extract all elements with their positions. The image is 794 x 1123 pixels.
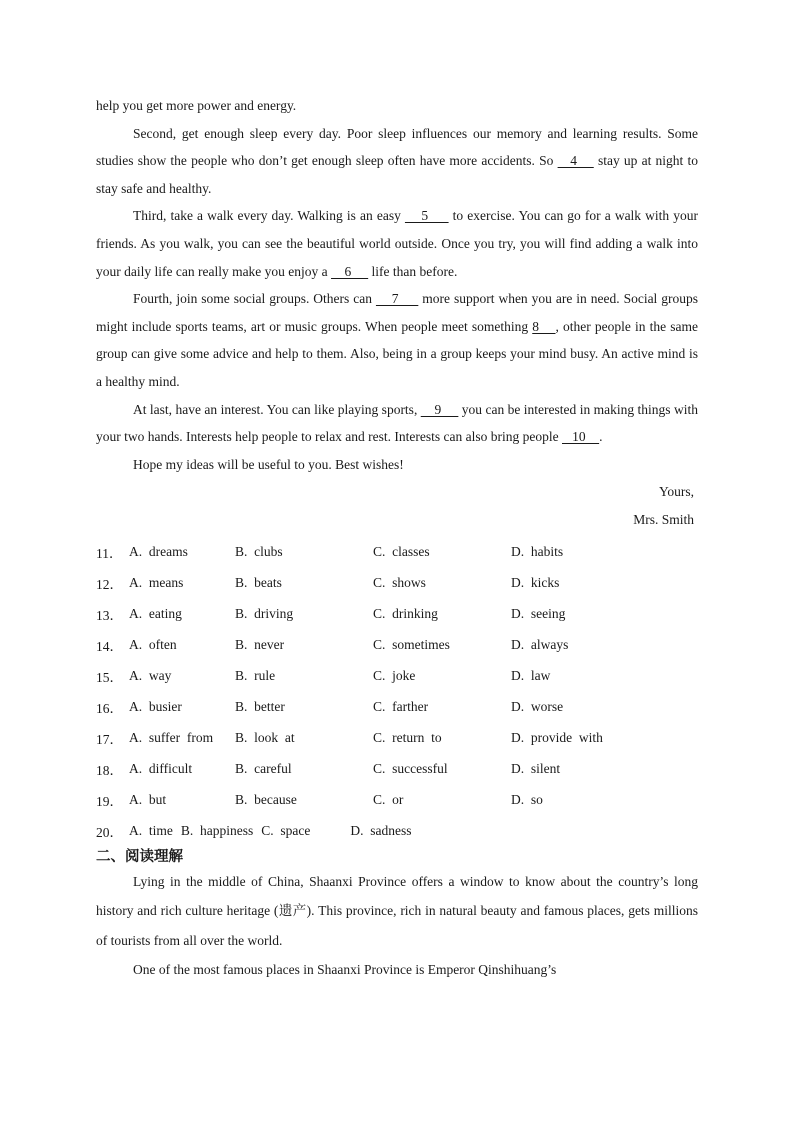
question-12 — [96, 568, 698, 599]
option-a: A. difficult — [129, 761, 193, 776]
letter-paragraph-2: Third, take a walk every day. Walking is an easy 5 to exercise. You can go for a walk with your friends. As you walk, you can see the beautiful world outside. Once you try, you will find adding a walk into your daily life can really make you enjoy a 6 life than before. — [96, 208, 699, 279]
option-d: D. silent — [511, 761, 561, 776]
option-a: A. but — [129, 792, 167, 807]
option-b: B. look at — [235, 730, 295, 745]
letter-closing: Yours, — [658, 484, 694, 500]
question-number: 20． — [96, 825, 123, 840]
blank-7: 7 — [375, 291, 419, 307]
blank-5: 5 — [404, 208, 449, 224]
reading-paragraph-2: One of the most famous places in Shaanxi Province is Emperor Qinshihuang’s — [133, 962, 557, 977]
question-19 — [96, 785, 698, 816]
reading-paragraph-1: Lying in the middle of China, Shaanxi Province offers a window to know about the country’s long history and rich culture heritage (遗产). This province, rich in natural beauty and famous places, gets millions of tourists from all over the world. — [96, 873, 698, 948]
letter-signature: Mrs. Smith — [633, 511, 694, 527]
question-number: 16． — [96, 701, 123, 716]
option-d: D. always — [511, 637, 569, 652]
section-title: 二、阅读理解 — [96, 848, 183, 865]
option-c: C. return to — [373, 730, 442, 745]
blank-8: 8 — [532, 318, 556, 334]
question-17 — [96, 723, 698, 754]
question-13 — [96, 599, 698, 630]
option-c: C. farther — [373, 699, 429, 714]
option-d: D. so — [511, 792, 543, 807]
option-c: C. drinking — [373, 606, 438, 621]
question-number: 14． — [96, 639, 123, 654]
blank-4: 4 — [557, 153, 594, 169]
option-c: C. classes — [373, 544, 430, 559]
option-c: C. space — [261, 823, 311, 838]
exam-page — [96, 92, 698, 985]
option-c: C. successful — [373, 761, 448, 776]
reading-passage — [96, 867, 698, 985]
option-d: D. law — [511, 668, 551, 683]
question-number: 19． — [96, 794, 123, 809]
letter-paragraph-5: Hope my ideas will be useful to you. Best wishes! — [133, 456, 404, 472]
option-a: A. eating — [129, 606, 182, 621]
question-number: 18． — [96, 763, 123, 778]
option-a: A. busier — [129, 699, 182, 714]
question-number: 12． — [96, 577, 123, 592]
option-a: A. means — [129, 575, 184, 590]
question-15 — [96, 661, 698, 692]
option-b: B. because — [235, 792, 297, 807]
question-14 — [96, 630, 698, 661]
option-b: B. beats — [235, 575, 282, 590]
option-c: C. sometimes — [373, 637, 450, 652]
question-11 — [96, 537, 698, 568]
option-a: A. dreams — [129, 544, 188, 559]
question-16 — [96, 692, 698, 723]
question-number: 15． — [96, 670, 123, 685]
option-b: B. driving — [235, 606, 294, 621]
letter-paragraph-0: help you get more power and energy. — [96, 98, 297, 113]
blank-6: 6 — [331, 263, 369, 279]
blank-9: 9 — [420, 401, 459, 417]
question-number: 11． — [96, 546, 123, 561]
question-18 — [96, 754, 698, 785]
option-b: B. careful — [235, 761, 292, 776]
question-number: 17． — [96, 732, 123, 747]
option-b: B. better — [235, 699, 285, 714]
option-b: B. clubs — [235, 544, 283, 559]
letter-paragraph-3: Fourth, join some social groups. Others can 7 more support when you are in need. Social groups might include sports teams, art or music groups. When people meet something 8 , other people in the same group can give some advice and help to them. Also, being in a group keeps your mind busy. An active mind is a healthy mind. — [96, 291, 699, 389]
option-a: A. time — [129, 823, 173, 838]
option-a: A. suffer from — [129, 730, 214, 745]
letter-paragraph-4: At last, have an interest. You can like playing sports, 9 you can be interested in making things with your two hands. Interests help people to relax and rest. Interests can also bring people 10 . — [96, 401, 698, 445]
question-20 — [96, 816, 698, 847]
answer-options — [96, 537, 698, 847]
option-d: D. worse — [511, 699, 564, 714]
option-d: D. seeing — [511, 606, 566, 621]
option-a: A. often — [129, 637, 177, 652]
option-c: C. shows — [373, 575, 426, 590]
option-b: B. happiness — [180, 823, 254, 838]
option-c: C. or — [373, 792, 404, 807]
question-number: 13． — [96, 608, 123, 623]
blank-10: 10 — [562, 429, 600, 445]
option-d: D. sadness — [350, 823, 412, 838]
option-d: D. provide with — [511, 730, 603, 745]
option-b: B. never — [235, 637, 285, 652]
option-c: C. joke — [373, 668, 416, 683]
option-d: D. kicks — [511, 575, 560, 590]
option-a: A. way — [129, 668, 172, 683]
option-d: D. habits — [511, 544, 564, 559]
letter-paragraph-1: Second, get enough sleep every day. Poor sleep influences our memory and learning results. Some studies show the people who don’t get enough sleep often have more accidents. So 4 stay up at night to stay safe and healthy. — [96, 125, 698, 196]
option-b: B. rule — [235, 668, 276, 683]
